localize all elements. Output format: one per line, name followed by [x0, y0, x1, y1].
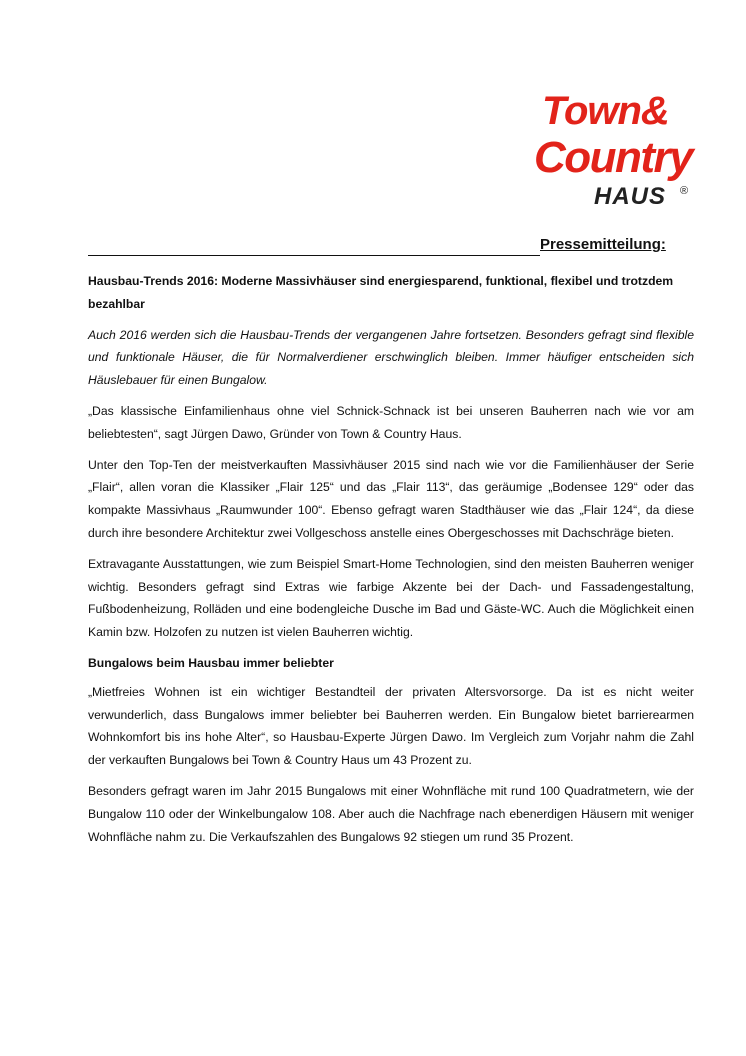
- article-paragraph: „Mietfreies Wohnen ist ein wichtiger Bestandteil der privaten Altersvorsorge. Da ist es nicht weiter verwunderlich, dass Bungalows immer beliebter bei Bauherren werden. Ein Bungalow bietet barrierearmen Wohnkomfort bis ins hohe Alter“, so Hausbau-Experte Jürgen Dawo. Im Vergleich zum Vorjahr nahm die Zahl der verkauften Bungalows bei Town & Country Haus um 43 Prozent zu.: [88, 684, 694, 768]
- logo-line-2: Country: [534, 133, 693, 182]
- article-lead: Auch 2016 werden sich die Hausbau-Trends der vergangenen Jahre fortsetzen. Besonders gefragt sind flexible und funktionale Häuser, die für Normalverdiener erschwinglich bleiben. Immer häufiger entscheiden sich Häuslebauer für einen Bungalow.: [88, 327, 694, 388]
- article-subheading: Bungalows beim Hausbau immer beliebter: [88, 655, 334, 670]
- article-body: [88, 270, 694, 856]
- press-release-title: Pressemitteilung:: [540, 236, 666, 253]
- logo-registered-mark: ®: [680, 185, 689, 197]
- article-paragraph: „Das klassische Einfamilienhaus ohne viel Schnick-Schnack ist bei unseren Bauherren nach wie vor am beliebtesten“, sagt Jürgen Dawo, Gründer von Town & Country Haus.: [88, 403, 694, 441]
- logo-line-1: Town&: [542, 89, 669, 133]
- article-headline: Hausbau-Trends 2016: Moderne Massivhäuser sind energiesparend, funktional, flexibel und trotzdem bezahlbar: [88, 274, 674, 311]
- article-paragraph: Besonders gefragt waren im Jahr 2015 Bungalows mit einer Wohnfläche mit rund 100 Quadratmetern, wie der Bungalow 110 oder der Winkelbungalow 108. Aber auch die Nachfrage nach ebenerdigen Häusern mit weniger Wohnfläche nahm zu. Die Verkaufszahlen des Bungalows 92 stiegen um rund 35 Prozent.: [88, 783, 694, 844]
- header-rule: [88, 255, 540, 256]
- article-paragraph: Unter den Top-Ten der meistverkauften Massivhäuser 2015 sind nach wie vor die Familienhäuser der Serie „Flair“, allen voran die Klassiker „Flair 125“ und das „Flair 113“, das geräumige „Bodensee 129“ oder das kompakte Massivhaus „Raumwunder 100“. Ebenso gefragt waren Stadthäuser wie das „Flair 124“, da diese durch ihre besondere Architektur zwei Vollgeschoss anstelle eines Obergeschosses mit Dachschräge bieten.: [88, 457, 694, 540]
- logo-line-3: HAUS: [594, 183, 667, 210]
- town-country-haus-logo: [534, 84, 704, 214]
- article-paragraph: Extravagante Ausstattungen, wie zum Beispiel Smart-Home Technologien, sind den meisten Bauherren weniger wichtig. Besonders gefragt sind Extras wie farbige Akzente bei der Dach- und Fassadengestaltung, Fußbodenheizung, Rolläden und eine bodengleiche Dusche im Bad und Gäste-WC. Auch die Möglichkeit einen Kamin bzw. Holzofen zu nutzen ist vielen Bauherren wichtig.: [88, 556, 694, 640]
